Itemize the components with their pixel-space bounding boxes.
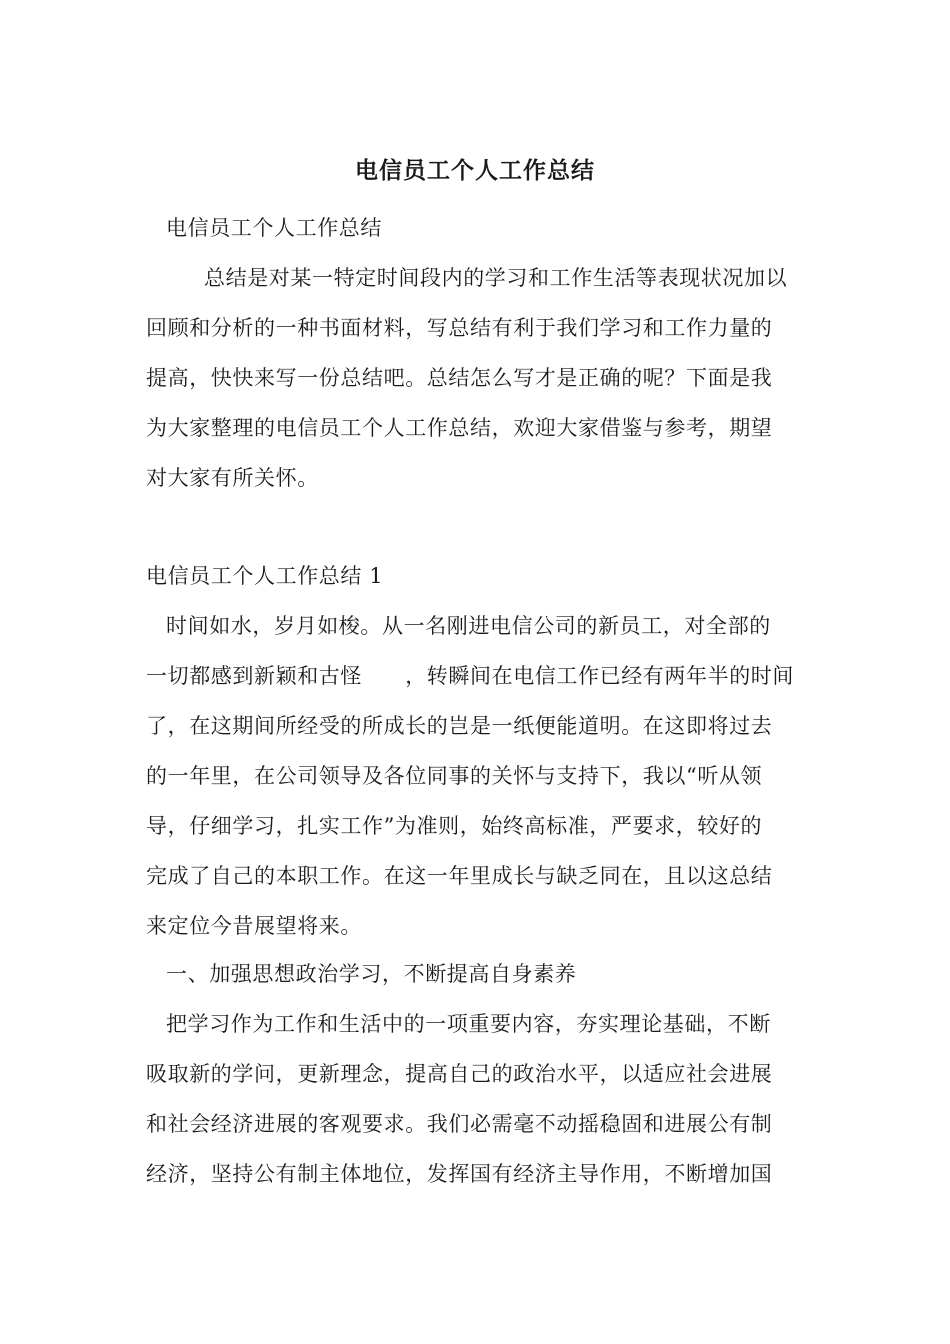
subsection-heading: 一、加强思想政治学习，不断提高自身素养 [166, 962, 577, 986]
paragraph-line: 导，仔细学习，扎实工作”为准则，始终高标准，严要求，较好的 [146, 814, 763, 838]
paragraph-line: 一切都感到新颖和古怪 ，转瞬间在电信工作已经有两年半的时间 [146, 664, 794, 688]
paragraph-line: 把学习作为工作和生活中的一项重要内容，夯实理论基础，不断 [166, 1012, 771, 1036]
paragraph-line: 提高，快快来写一份总结吧。总结怎么写才是正确的呢？下面是我 [146, 366, 773, 390]
paragraph-line: 时间如水，岁月如梭。从一名刚进电信公司的新员工，对全部的 [166, 614, 771, 638]
paragraph-line: 经济，坚持公有制主体地位，发挥国有经济主导作用，不断增加国 [146, 1162, 773, 1186]
paragraph-line: 和社会经济进展的客观要求。我们必需毫不动摇稳固和进展公有制 [146, 1112, 773, 1136]
section-heading: 电信员工个人工作总结 1 [146, 564, 384, 588]
paragraph-line: 回顾和分析的一种书面材料，写总结有利于我们学习和工作力量的 [146, 316, 773, 340]
paragraph-line: 对大家有所关怀。 [146, 466, 319, 490]
paragraph-line: 总结是对某一特定时间段内的学习和工作生活等表现状况加以 [204, 266, 788, 290]
paragraph-line: 为大家整理的电信员工个人工作总结，欢迎大家借鉴与参考，期望 [146, 416, 773, 440]
subtitle-line: 电信员工个人工作总结 [166, 216, 382, 240]
paragraph-line: 的一年里，在公司领导及各位同事的关怀与支持下，我以“听从领 [146, 764, 763, 788]
paragraph-line: 来定位今昔展望将来。 [146, 914, 362, 938]
paragraph-line: 了，在这期间所经受的所成长的岂是一纸便能道明。在这即将过去 [146, 714, 773, 738]
paragraph-line: 完成了自己的本职工作。在这一年里成长与缺乏同在，且以这总结 [146, 864, 773, 888]
paragraph-line: 吸取新的学问，更新理念，提高自己的政治水平，以适应社会进展 [146, 1062, 773, 1086]
document-title: 电信员工个人工作总结 [355, 157, 595, 184]
